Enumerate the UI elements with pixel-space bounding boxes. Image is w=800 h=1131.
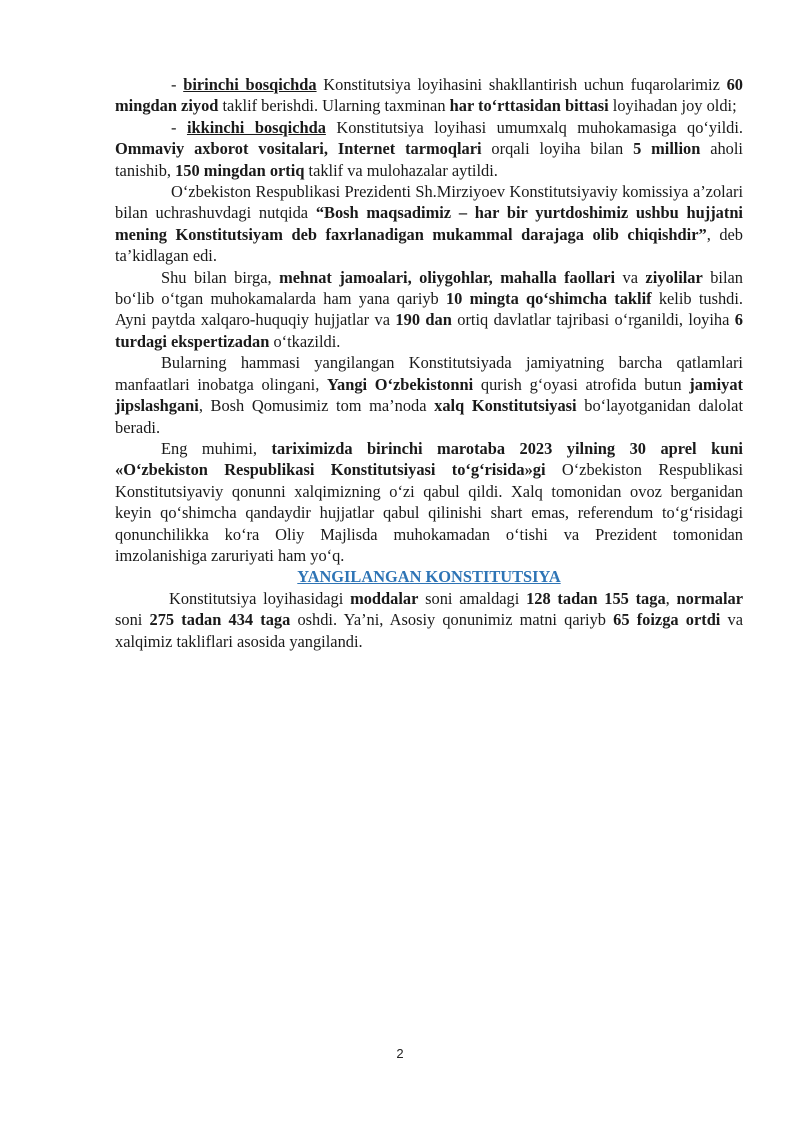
list-dash: - xyxy=(171,75,184,94)
text-run: kelib tushdi. Ayni paytda xalqaro-huquqiy hujjatlar va xyxy=(115,289,743,330)
paragraph-first-stage xyxy=(115,74,743,117)
bold-run: 65 foizga ortdi xyxy=(613,610,721,630)
bold-run: tariximizda birinchi marotaba 2023 yilning 30 aprel kuni «O‘zbekiston Respublikasi Konstitutsiyasi to‘g‘risida»gi xyxy=(115,438,743,480)
text-run: , deb ta’kidlagan edi. xyxy=(115,224,743,266)
text-run: qurish g‘oyasi atrofida butun xyxy=(473,374,690,394)
text-run: , Bosh Qomusimiz tom ma’noda xyxy=(198,396,435,416)
text-run: , xyxy=(665,588,677,608)
bold-run: moddalar xyxy=(350,588,419,608)
text-run: Bularning hammasi yangilangan Konstitutsiyada jamiyatning barcha qatlamlari manfaatlari inobatga olingani, xyxy=(115,353,743,394)
text-run: Eng muhimi, xyxy=(161,438,272,458)
text-run: bo‘layotganidan dalolat beradi. xyxy=(115,396,743,437)
text-run: soni amaldagi xyxy=(418,588,527,608)
bold-run: 5 million xyxy=(633,139,701,159)
text-run: oshdi. Ya’ni, Asosiy qonunimiz matni qariyb xyxy=(290,610,614,630)
paragraph-updated-constitution xyxy=(115,588,743,652)
text-run: soni xyxy=(115,610,150,630)
bold-run: 275 tadan 434 taga xyxy=(149,610,291,630)
bold-run: jamiyat jipslashgani xyxy=(115,374,743,416)
bold-run: 10 mingta qo‘shimcha taklif xyxy=(445,289,652,309)
text-run: taklif berishdi. Ularning taxminan xyxy=(218,96,450,116)
paragraph-president-quote xyxy=(115,181,743,267)
text-run: o‘tkazildi. xyxy=(269,331,341,351)
text-run: va xalqimiz takliflari asosida yangilandi. xyxy=(115,610,744,651)
text-run: va xyxy=(615,267,646,287)
text-run: bilan bo‘lib o‘tgan muhokamalarda ham yana qariyb xyxy=(115,267,743,309)
bold-run: har to‘rttasidan bittasi xyxy=(449,96,609,116)
text-run: Konstitutsiya loyihasini shakllantirish uchun fuqarolarimiz xyxy=(316,75,727,94)
bold-run: Ommaviy axborot vositalari, Internet tarmoqlari xyxy=(115,139,482,159)
document-body xyxy=(115,74,743,652)
text-run: O‘zbekiston Respublikasi Prezidenti Sh.Mirziyoev Konstitutsiyaviy komissiya a’zolari bilan uchrashuvdagi nutqida xyxy=(115,182,743,223)
text-run: O‘zbekiston Respublikasi Konstitutsiyaviy qonunni xalqimizning o‘zi qabul qildi. Xalq tomonidan ovoz berganidan keyin qo‘shimcha qandaydir hujjatlar qabul qilinishi shart emas, referendum to‘g‘risidagi qonunchilikka ko‘ra Oliy Majlisda muhokamadan o‘tishi va Prezident tomonidan imzolanishiga zaruriyati ham yo‘q. xyxy=(115,460,743,565)
first-stage-label: birinchi bosqichda xyxy=(183,75,317,94)
quote-run: “Bosh maqsadimiz – har bir yurtdoshimiz ushbu hujjatni mening Konstitutsiyam deb faxrlanadigan mukammal darajaga olib chiqishdir” xyxy=(115,203,743,244)
text-run: taklif va mulohazalar aytildi. xyxy=(304,160,498,180)
paragraph-discussions xyxy=(115,267,743,353)
bold-run: normalar xyxy=(676,588,743,608)
page-number: 2 xyxy=(396,1046,404,1061)
section-heading: YANGILANGAN KONSTITUTSIYA xyxy=(297,567,561,587)
text-run: Shu bilan birga, xyxy=(161,267,280,287)
bold-run: Yangi O‘zbekistonni xyxy=(327,374,474,394)
text-run: aholi tanishib, xyxy=(115,139,743,180)
bold-run: 128 tadan 155 taga xyxy=(526,588,666,608)
bold-run: xalq Konstitutsiyasi xyxy=(434,396,577,416)
text-run: Konstitutsiya loyihasidagi xyxy=(169,588,351,608)
bold-run: mehnat jamoalari, oliygohlar, mahalla faollari xyxy=(279,267,616,287)
list-dash: - xyxy=(171,117,187,137)
second-stage-label: ikkinchi bosqichda xyxy=(186,117,326,137)
paragraph-referendum xyxy=(115,438,743,566)
text-run: orqali loyiha bilan xyxy=(481,139,634,159)
text-run: ortiq davlatlar tajribasi o‘rganildi, loyiha xyxy=(451,310,735,330)
paragraph-second-stage xyxy=(115,117,743,181)
bold-run: 60 mingdan ziyod xyxy=(115,75,743,116)
paragraph-society xyxy=(115,352,743,438)
bold-run: 6 turdagi ekspertizadan xyxy=(115,310,743,351)
bold-run: 150 mingdan ortiq xyxy=(175,160,305,180)
text-run: Konstitutsiya loyihasi umumxalq muhokamasiga qo‘yildi. xyxy=(325,117,743,137)
bold-run: ziyolilar xyxy=(645,267,703,287)
bold-run: 190 dan xyxy=(395,310,452,330)
text-run: loyihadan joy oldi; xyxy=(608,96,737,116)
